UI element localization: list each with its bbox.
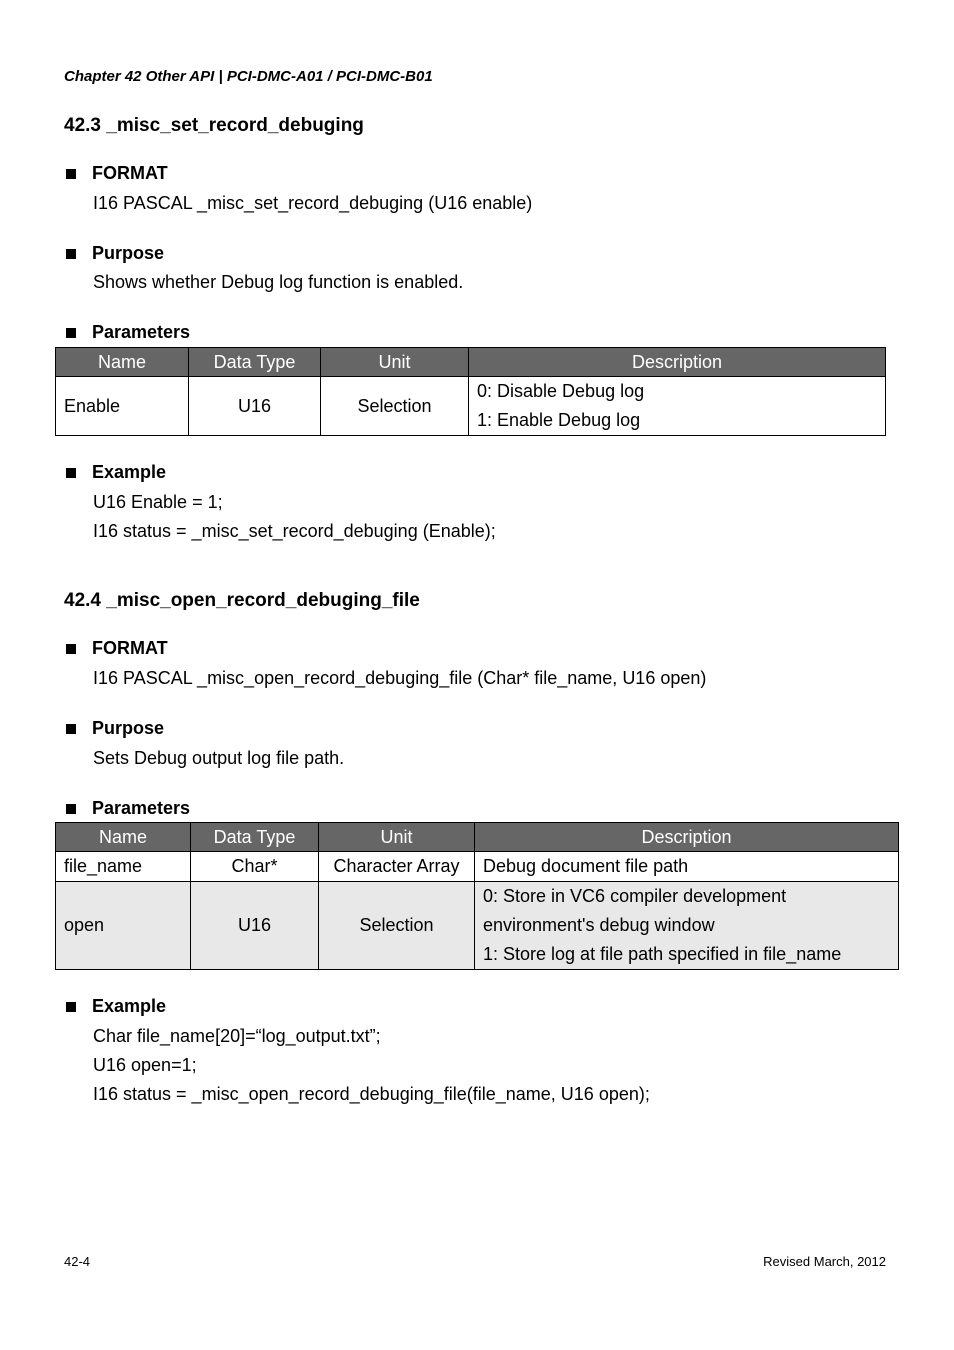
- example-heading-label: Example: [92, 462, 167, 482]
- header-data-type: Data Type: [189, 348, 321, 377]
- header-unit: Unit: [319, 823, 475, 852]
- table-header-row: [56, 823, 899, 852]
- table-row: [56, 377, 886, 436]
- purpose-heading: [66, 243, 164, 264]
- example-line: U16 Enable = 1;: [93, 492, 223, 512]
- format-text: I16 PASCAL _misc_set_record_debuging (U16 enable): [93, 193, 533, 213]
- cell-data-type: U16: [189, 377, 321, 436]
- cell-unit: Selection: [319, 882, 475, 970]
- header-description: Description: [469, 348, 886, 377]
- section-title-42-3: 42.3 _misc_set_record_debuging: [64, 115, 364, 136]
- table-header-row: [56, 348, 886, 377]
- page-number: 42-4: [64, 1254, 91, 1269]
- example-line: I16 status = _misc_set_record_debuging (Enable);: [93, 521, 496, 541]
- example-heading: [66, 996, 166, 1017]
- bullet-icon: [66, 328, 76, 338]
- cell-data-type: U16: [191, 882, 319, 970]
- example-heading-label: Example: [92, 996, 167, 1016]
- cell-name: Enable: [56, 377, 189, 436]
- cell-name: file_name: [56, 852, 191, 882]
- description-line: 1: Store log at file path specified in file_name: [483, 944, 842, 964]
- purpose-text: Sets Debug output log file path.: [93, 748, 345, 768]
- parameters-heading-label: Parameters: [92, 798, 191, 818]
- cell-description: [475, 882, 899, 970]
- header-unit: Unit: [321, 348, 469, 377]
- parameters-heading: [66, 798, 190, 819]
- purpose-heading-label: Purpose: [92, 243, 165, 263]
- format-text: I16 PASCAL _misc_open_record_debuging_file (Char* file_name, U16 open): [93, 668, 707, 688]
- description-line: 0: Store in VC6 compiler development: [483, 886, 787, 906]
- parameters-table-1: [55, 347, 886, 436]
- cell-unit: Selection: [321, 377, 469, 436]
- bullet-icon: [66, 249, 76, 259]
- description-line: environment's debug window: [483, 915, 715, 935]
- header-description: Description: [475, 823, 899, 852]
- example-line: Char file_name[20]=“log_output.txt”;: [93, 1026, 381, 1046]
- bullet-icon: [66, 169, 76, 179]
- bullet-icon: [66, 468, 76, 478]
- cell-unit: Character Array: [319, 852, 475, 882]
- format-heading: [66, 638, 168, 659]
- section-title-42-4: 42.4 _misc_open_record_debuging_file: [64, 590, 420, 611]
- table-row: [56, 852, 899, 882]
- parameters-table-2: [55, 822, 899, 970]
- example-line: I16 status = _misc_open_record_debuging_file(file_name, U16 open);: [93, 1084, 650, 1104]
- header-data-type: Data Type: [191, 823, 319, 852]
- description-line: 1: Enable Debug log: [477, 410, 641, 430]
- running-header: Chapter 42 Other API | PCI-DMC-A01 / PCI-DMC-B01: [64, 68, 433, 85]
- parameters-heading: [66, 322, 190, 343]
- bullet-icon: [66, 724, 76, 734]
- header-name: Name: [56, 823, 191, 852]
- example-heading: [66, 462, 166, 483]
- format-heading-label: FORMAT: [92, 163, 168, 183]
- cell-data-type: Char*: [191, 852, 319, 882]
- table-row: [56, 882, 899, 970]
- bullet-icon: [66, 644, 76, 654]
- purpose-heading-label: Purpose: [92, 718, 165, 738]
- cell-name: open: [56, 882, 191, 970]
- header-name: Name: [56, 348, 189, 377]
- example-line: U16 open=1;: [93, 1055, 197, 1075]
- revision-date: Revised March, 2012: [763, 1254, 886, 1269]
- bullet-icon: [66, 804, 76, 814]
- bullet-icon: [66, 1002, 76, 1012]
- description-line: 0: Disable Debug log: [477, 381, 645, 401]
- purpose-heading: [66, 718, 164, 739]
- format-heading: [66, 163, 168, 184]
- parameters-heading-label: Parameters: [92, 322, 191, 342]
- purpose-text: Shows whether Debug log function is enabled.: [93, 272, 464, 292]
- format-heading-label: FORMAT: [92, 638, 168, 658]
- cell-description: Debug document file path: [475, 852, 899, 882]
- cell-description: [469, 377, 886, 436]
